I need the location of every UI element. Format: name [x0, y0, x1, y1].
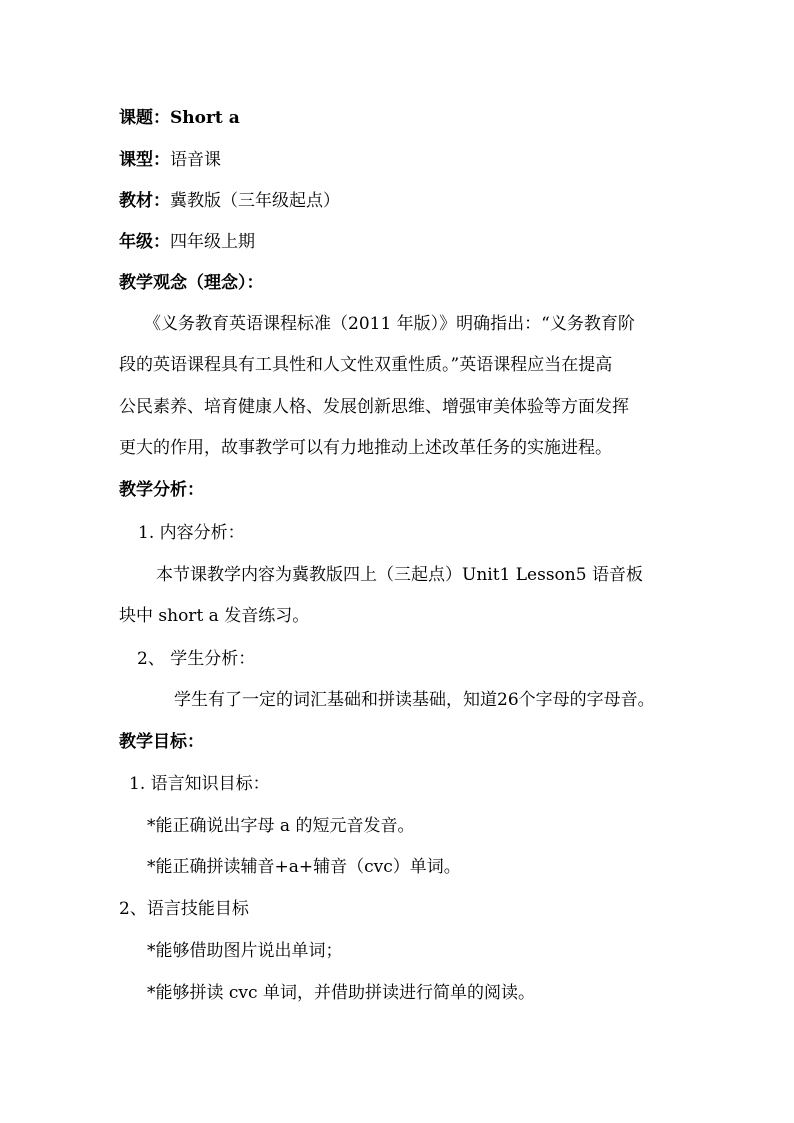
- topic-value: Short a: [170, 108, 240, 128]
- concept-paragraph-line: 公民素养、培育健康人格、发展创新思维、增强审美体验等方面发挥: [119, 397, 629, 417]
- type-row: [119, 149, 221, 171]
- content-analysis-line: 本节课教学内容为冀教版四上（三起点）Unit1 Lesson5 语音板: [156, 565, 643, 585]
- content-analysis-line: 块中 short a 发音练习。: [119, 606, 310, 626]
- type-value: 语音课: [170, 150, 221, 170]
- knowledge-objective-item: *能正确说出字母 a 的短元音发音。: [147, 816, 415, 836]
- grade-row: [119, 231, 255, 253]
- concept-heading: 教学观念（理念）：: [119, 273, 264, 293]
- knowledge-objectives-title: 1. 语言知识目标：: [129, 774, 270, 794]
- concept-paragraph-line: 段的英语课程具有工具性和人文性双重性质。”英语课程应当在提高: [119, 355, 613, 375]
- skill-objective-item: *能够借助图片说出单词；: [147, 941, 343, 961]
- skill-objective-item: *能够拼读 cvc 单词，并借助拼读进行简单的阅读。: [147, 983, 535, 1003]
- knowledge-objective-item: *能正确拼读辅音+a+辅音（cvc）单词。: [147, 857, 461, 877]
- type-label: 课型：: [119, 150, 170, 170]
- concept-paragraph-line: 更大的作用，故事教学可以有力地推动上述改革任务的实施进程。: [119, 438, 612, 458]
- material-row: [119, 190, 340, 212]
- analysis-heading: 教学分析：: [119, 480, 204, 500]
- topic-label: 课题：: [119, 108, 170, 128]
- student-analysis-text: 学生有了一定的词汇基础和拼读基础，知道26个字母的字母音。: [174, 690, 655, 710]
- grade-value: 四年级上期: [170, 232, 255, 252]
- topic-row: [119, 107, 240, 129]
- material-value: 冀教版（三年级起点）: [170, 191, 340, 211]
- objectives-heading: 教学目标：: [119, 732, 204, 752]
- skill-objectives-title: 2、语言技能目标: [119, 899, 249, 919]
- material-label: 教材：: [119, 191, 170, 211]
- student-analysis-title: 2、 学生分析：: [137, 649, 256, 669]
- content-analysis-title: 1. 内容分析：: [138, 523, 245, 543]
- grade-label: 年级：: [119, 232, 170, 252]
- concept-paragraph-line: 《义务教育英语课程标准（2011 年版）》明确指出：“义务教育阶: [144, 314, 635, 334]
